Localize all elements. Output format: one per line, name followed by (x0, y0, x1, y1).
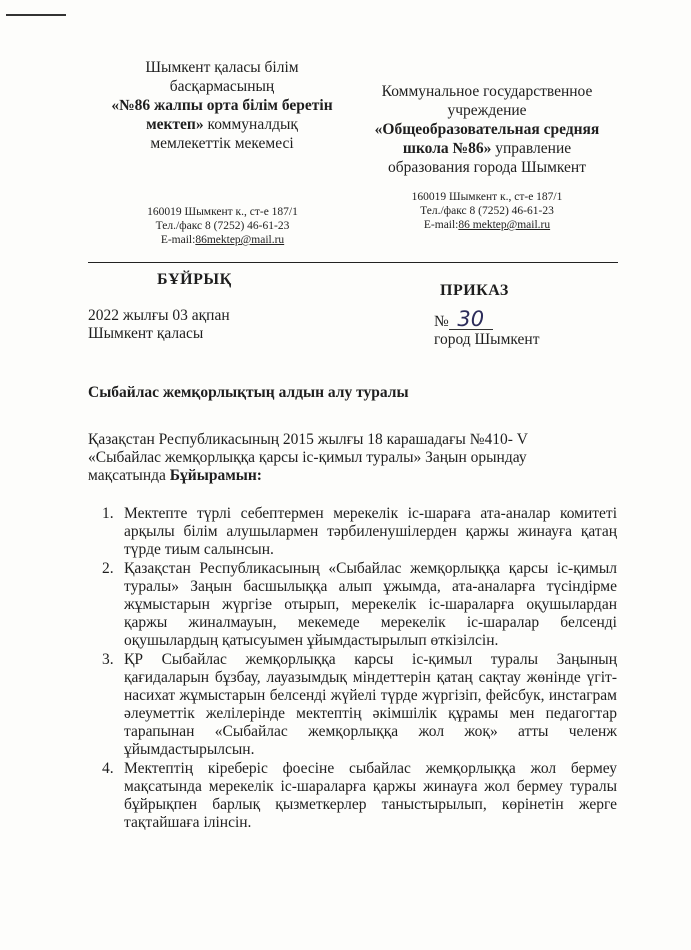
header-right-org: Коммунальное государственное учреждение «Общеобразовательная средняя школа №86» управление образования города Шымкент (374, 83, 600, 176)
order-date: 2022 жылғы 03 ақпан (88, 307, 230, 324)
order-number: № 30 (434, 309, 493, 331)
order-title-ru: ПРИКАЗ (440, 282, 509, 299)
intro-paragraph: Қазақстан Республикасының 2015 жылғы 18 карашадағы №410- V «Сыбайлас жемқорлыққа қарсы іс-қимыл туралы» Заңын орындау мақсатында Бұйырамын: (88, 431, 528, 484)
header-left-org: Шымкент қаласы білім басқармасының «№86 жалпы орта білім беретін мектеп» коммуналдық мемлекеттік мекемесі (111, 59, 333, 152)
order-items (102, 505, 617, 833)
list-item: 3. ҚР Сыбайлас жемқорлыққа карсы іс-қимыл туралы Заңының қағидаларын бұзбау, лауазымдық міндеттерін қатаң сақтау жөнінде үгіт-насихат жұмыстарын белсенді жүйелі түрде жүргізіп, фейсбук, инстаграм әлеуметтік желілерінде мектептің әкімшілік құрамы мен педагогтар тарапынан «Сыбайлас жемқорлыққа жол жоқ» атты челенж ұйымдастырылсын. (102, 651, 617, 758)
list-item: 1. Мектепте түрлі себептермен мерекелік іс-шараға ата-аналар комитеті арқылы білім алушылармен тәрбиленушілерден қаржы жинауға қатаң түрде тиым салынсын. (102, 505, 617, 558)
corner-mark (6, 14, 66, 16)
order-city-kz: Шымкент қаласы (88, 325, 204, 342)
order-title-kz: БҰЙРЫҚ (157, 271, 232, 288)
email-link-right: 86 mektep@mail.ru (458, 219, 551, 231)
header-divider (88, 262, 618, 263)
order-subject: Сыбайлас жемқорлықтың алдын алу туралы (88, 384, 409, 401)
order-city-ru: город Шымкент (434, 331, 540, 348)
address-right: 160019 Шымкент к., ст-е 187/1 Тел./факс 8 (7252) 46-61-23 E-mail:86 mektep@mail.ru (411, 191, 563, 231)
handwritten-number: 30 (449, 309, 493, 330)
list-item: 2. Қазақстан Республикасының «Сыбайлас жемқорлыққа қарсы іс-қимыл туралы» Заңын басшылыққа алып ұжымда, ата-аналарға түсіндірме жұмыстарын жүргізе отырып, мерекелік іс-шараларға оқушылардан қаржы жиналмауын, мекемеде мерекелік іс-шаралар белсенді оқушылардың қатысуымен ұйымдастырылып өткізілсін. (102, 560, 617, 649)
list-item: 4. Мектептің кіреберіс фоесіне сыбайлас жемқорлыққа жол бермеу мақсатында мерекелік іс-шараларға қаржы жинауға жол бермеу туралы бұйрықпен барлық қызметкерлер таныстырылып, көрінетін жерге тақтайшаға ілінсін. (102, 760, 617, 831)
address-left: 160019 Шымкент к., ст-е 187/1 Тел./факс 8 (7252) 46-61-23 E-mail:86mektep@mail.ru (147, 206, 298, 246)
email-link-left: 86mektep@mail.ru (195, 234, 285, 246)
